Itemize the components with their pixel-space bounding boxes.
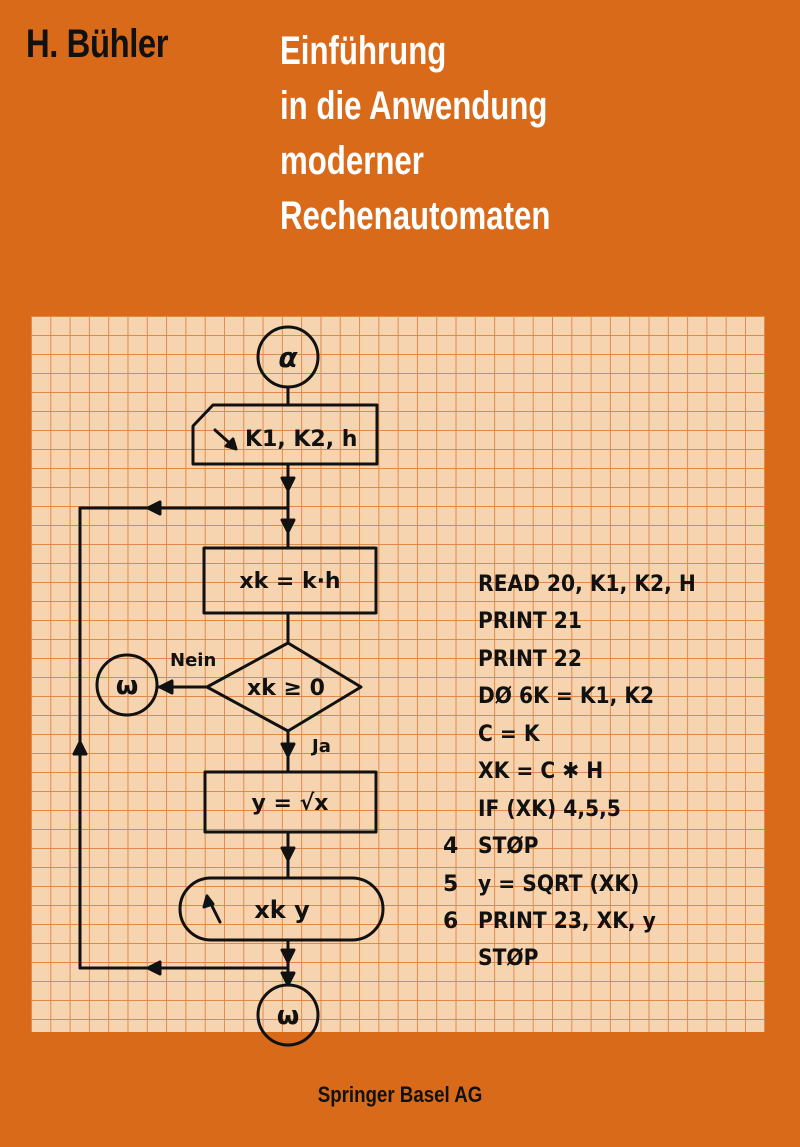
publisher-name: Springer Basel AG	[317, 1082, 483, 1107]
code-line-number: 6	[443, 909, 459, 934]
branch-no-label: Nein	[170, 650, 217, 671]
code-line: IF (XK) 4,5,5	[478, 797, 621, 822]
code-line: C = K	[478, 722, 540, 747]
compute-box-label: xk = k·h	[239, 569, 341, 594]
code-line: PRINT 22	[478, 647, 582, 672]
code-line: READ 20, K1, K2, H	[478, 572, 696, 597]
output-box-label: xk y	[254, 896, 310, 924]
exit-symbol-left-label: ω	[115, 671, 139, 701]
code-line: PRINT 21	[478, 609, 582, 634]
start-symbol-label: α	[278, 341, 298, 374]
code-line-number: 5	[443, 872, 459, 897]
code-line: y = SQRT (XK)	[478, 872, 640, 897]
code-line-number: 4	[443, 834, 459, 859]
input-box-label: K1, K2, h	[245, 427, 358, 452]
code-line: DØ 6K = K1, K2	[478, 684, 655, 709]
code-line: STØP	[478, 946, 539, 971]
code-line: PRINT 23, XK, y	[478, 909, 656, 934]
code-line: XK = C ✱ H	[478, 759, 604, 784]
branch-yes-label: Ja	[312, 736, 331, 757]
code-line: STØP	[478, 834, 539, 859]
sqrt-box-label: y = √x	[251, 791, 329, 816]
title-line-4: Rechenautomaten	[280, 194, 551, 238]
title-line-2: in die Anwendung	[280, 84, 548, 128]
end-symbol-bottom-label: ω	[276, 1001, 300, 1031]
decision-label: xk ≥ 0	[247, 676, 325, 701]
author-name: H. Bühler	[26, 22, 169, 66]
title-line-1: Einführung	[280, 29, 447, 73]
title-line-3: moderner	[280, 139, 424, 183]
